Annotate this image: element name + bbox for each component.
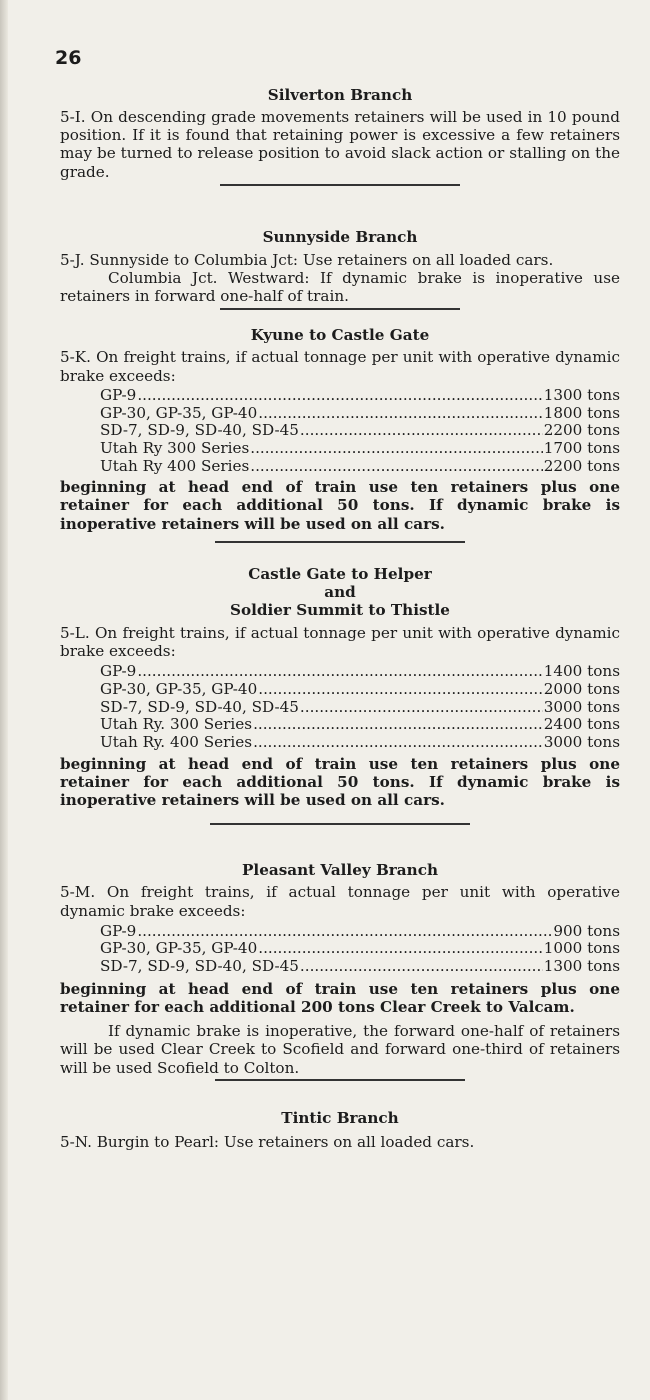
pleasant-valley-tonnage-table [100, 923, 620, 976]
section-divider [220, 308, 460, 310]
rule-5m-intro: 5-M. On freight trains, if actual tonnage per unit with operative dynamic brake exceeds: [60, 883, 620, 920]
page-content [60, 86, 620, 1151]
rule-5k-closing: beginning at head end of train use ten retainers plus one retainer for each additional 50 tons. If dynamic brake is inoperative retainers will be used on all cars. [60, 478, 620, 533]
rule-5j-paragraph: 5-J. Sunnyside to Columbia Jct: Use retainers on all loaded cars. [60, 250, 554, 269]
table-row: SD-7, SD-9, SD-40, SD-45 ..... 2200 tons [100, 422, 620, 440]
section-divider [210, 823, 470, 825]
table-row: GP-9 ..... 1300 tons [100, 387, 620, 405]
rule-5l-intro: 5-L. On freight trains, if actual tonnage per unit with operative dynamic brake exceeds: [60, 623, 620, 661]
table-row: GP-9 ..... 900 tons [100, 923, 620, 941]
rule-5n-paragraph: 5-N. Burgin to Pearl: Use retainers on all loaded cars. [60, 1132, 475, 1151]
silverton-heading: Silverton Branch [267, 86, 413, 104]
table-row: Utah Ry 300 Series ..... 1700 tons [100, 440, 620, 458]
table-row: Utah Ry. 400 Series ..... 3000 tons [100, 734, 620, 752]
sunnyside-heading: Sunnyside Branch [262, 227, 418, 246]
castle-gate-tonnage-table [100, 663, 620, 751]
rule-5i-paragraph: 5-I. On descending grade movements retainers will be used in 10 pound position. If it is found that retaining power is excessive a few retainers may be turned to release position to avoid slack action or stalling on the grade. [60, 108, 620, 181]
table-row: Utah Ry. 300 Series ..... 2400 tons [100, 716, 620, 734]
table-row: Utah Ry 400 Series ..... 2200 tons [100, 458, 620, 476]
rule-5l-closing: beginning at head end of train use ten retainers plus one retainer for each additional 50 tons. If dynamic brake is inoperative retainers will be used on all cars. [60, 754, 620, 810]
castle-gate-heading: Castle Gate to Helper [248, 564, 432, 583]
page-edge [0, 0, 8, 1400]
pleasant-valley-heading: Pleasant Valley Branch [242, 861, 438, 880]
table-row: SD-7, SD-9, SD-40, SD-45 ..... 1300 tons [100, 958, 620, 976]
soldier-summit-heading: Soldier Summit to Thistle [230, 600, 450, 619]
section-divider [215, 541, 465, 543]
table-row: GP-9 ..... 1400 tons [100, 663, 620, 681]
castle-gate-heading-and: and [324, 582, 356, 601]
page-number: 26 [55, 47, 82, 69]
table-row: GP-30, GP-35, GP-40 ..... 2000 tons [100, 681, 620, 699]
table-row: GP-30, GP-35, GP-40 ..... 1000 tons [100, 940, 620, 958]
rule-5j-westward-paragraph: Columbia Jct. Westward: If dynamic brake is inoperative use retainers in forward one-half of train. [60, 269, 620, 306]
kyune-tonnage-table [100, 387, 620, 475]
tintic-heading: Tintic Branch [281, 1108, 399, 1127]
table-row: SD-7, SD-9, SD-40, SD-45 ..... 3000 tons [100, 699, 620, 717]
table-row: GP-30, GP-35, GP-40 ..... 1800 tons [100, 405, 620, 423]
rule-5m-inoperative-paragraph: If dynamic brake is inoperative, the forward one-half of retainers will be used Clear Creek to Scofield and forward one-third of retainers will be used Scofield to Colton. [60, 1022, 620, 1077]
section-divider [220, 184, 460, 186]
rule-5k-intro: 5-K. On freight trains, if actual tonnage per unit with operative dynamic brake exceeds: [60, 348, 620, 385]
rule-5m-closing: beginning at head end of train use ten retainers plus one retainer for each additional 200 tons Clear Creek to Valcam. [60, 979, 620, 1016]
section-divider [215, 1079, 465, 1081]
kyune-heading: Kyune to Castle Gate [250, 326, 430, 345]
